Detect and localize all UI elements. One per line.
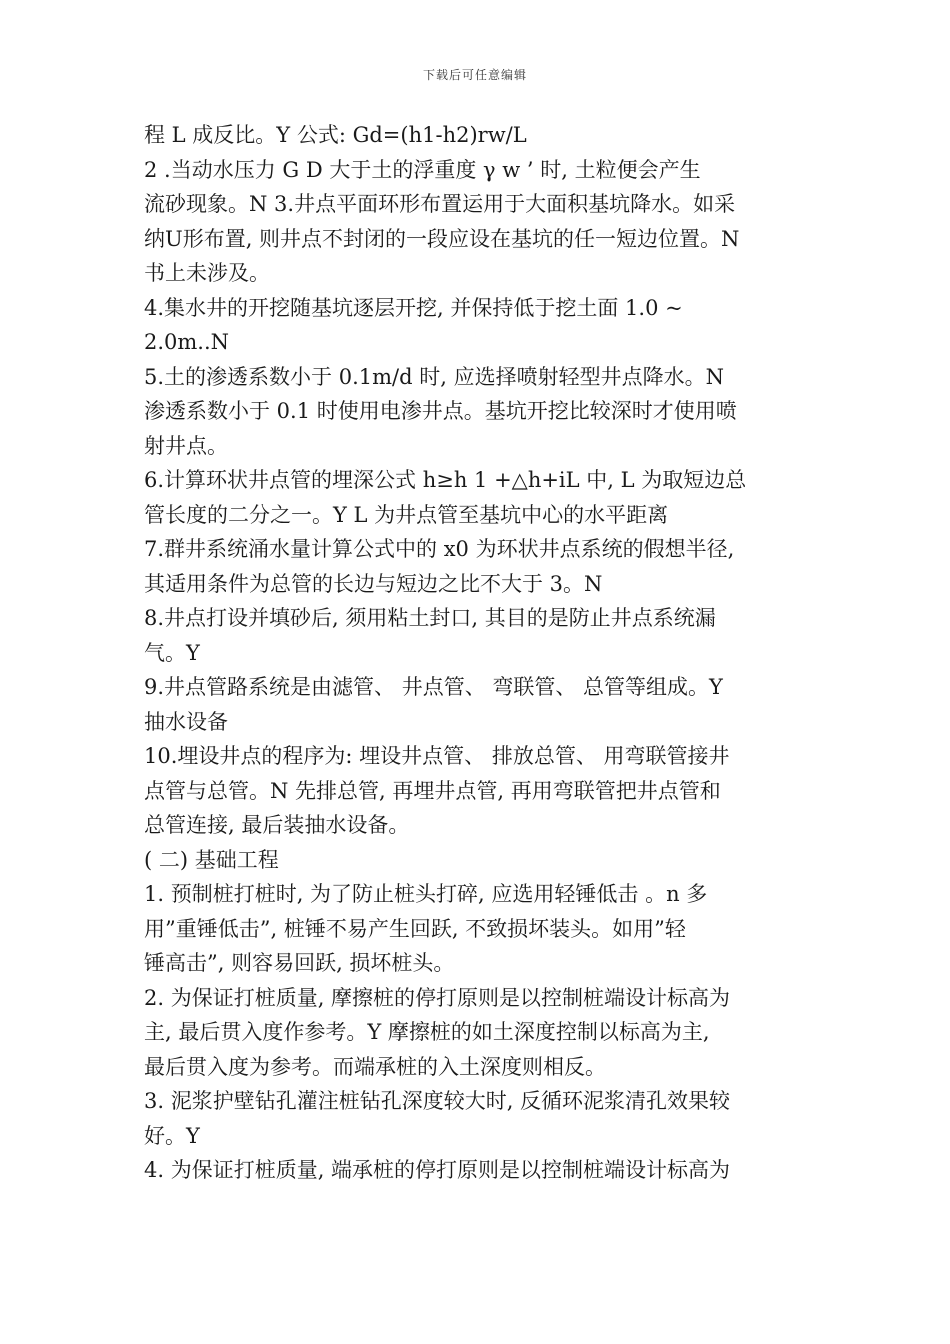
text-line: 6.计算环状井点管的埋深公式 h≥h 1 +△h+iL 中, L 为取短边总 [144, 468, 747, 492]
text-line: 10.埋设井点的程序为: 埋设井点管、 排放总管、 用弯联管接井 [144, 744, 730, 768]
text-line: 渗透系数小于 0.1 时使用电渗井点。基坑开挖比较深时才使用喷 [144, 399, 737, 423]
text-line: 好。Y [144, 1123, 200, 1148]
text-line: 用”重锤低击”, 桩锤不易产生回跃, 不致损坏装头。如用”轻 [144, 916, 686, 941]
text-line: 主, 最后贯入度作参考。Y 摩擦桩的如土深度控制以标高为主, [144, 1020, 710, 1044]
text-line: 2.0m..N [144, 330, 230, 354]
section-heading: ( 二) 基础工程 [144, 847, 279, 872]
text-line: 4.集水井的开挖随基坑逐层开挖, 并保持低于挖土面 1.0 ~ [144, 295, 683, 320]
text-line: 气。Y [144, 640, 200, 665]
text-line: 纳U形布置, 则井点不封闭的一段应设在基坑的任一短边位置。N [144, 226, 740, 251]
text-line: 点管与总管。N 先排总管, 再埋井点管, 再用弯联管把井点管和 [144, 778, 721, 803]
document-body [144, 118, 812, 1188]
text-line: 8.井点打设并填砂后, 须用粘土封口, 其目的是防止井点系统漏 [144, 606, 716, 630]
text-line: 最后贯入度为参考。而端承桩的入土深度则相反。 [144, 1054, 606, 1079]
text-line: 总管连接, 最后装抽水设备。 [144, 813, 410, 837]
text-line: 书上未涉及。 [144, 261, 270, 285]
text-line: 1. 预制桩打桩时, 为了防止桩头打碎, 应选用轻锤低击 。n 多 [144, 882, 708, 906]
text-line: 7.群井系统涌水量计算公式中的 x0 为环状井点系统的假想半径, [144, 537, 735, 561]
text-line: 锤高击”, 则容易回跃, 损坏桩头。 [144, 951, 455, 975]
text-line: 射井点。 [144, 433, 228, 458]
text-line: 抽水设备 [144, 709, 228, 734]
text-line: 9.井点管路系统是由滤管、 井点管、 弯联管、 总管等组成。Y [144, 675, 723, 699]
text-line: 管长度的二分之一。Y L 为井点管至基坑中心的水平距离 [144, 502, 669, 527]
text-line: 2. 为保证打桩质量, 摩擦桩的停打原则是以控制桩端设计标高为 [144, 985, 731, 1010]
text-line: 4. 为保证打桩质量, 端承桩的停打原则是以控制桩端设计标高为 [144, 1158, 731, 1182]
text-line: 其适用条件为总管的长边与短边之比不大于 3。N [144, 571, 603, 596]
text-line: 流砂现象。N 3.井点平面环形布置运用于大面积基坑降水。如采 [144, 192, 736, 216]
page-header: 下载后可任意编辑 [422, 68, 527, 82]
text-line: 程 L 成反比。Y 公式: Gd=(h1-h2)rw/L [144, 123, 527, 147]
text-line: 2 .当动水压力 G D 大于土的浮重度 γ w ’ 时, 土粒便会产生 [144, 157, 701, 182]
text-line: 5.土的渗透系数小于 0.1m/d 时, 应选择喷射轻型井点降水。N [144, 364, 724, 389]
text-line: 3. 泥浆护壁钻孔灌注桩钻孔深度较大时, 反循环泥浆清孔效果较 [144, 1089, 731, 1113]
